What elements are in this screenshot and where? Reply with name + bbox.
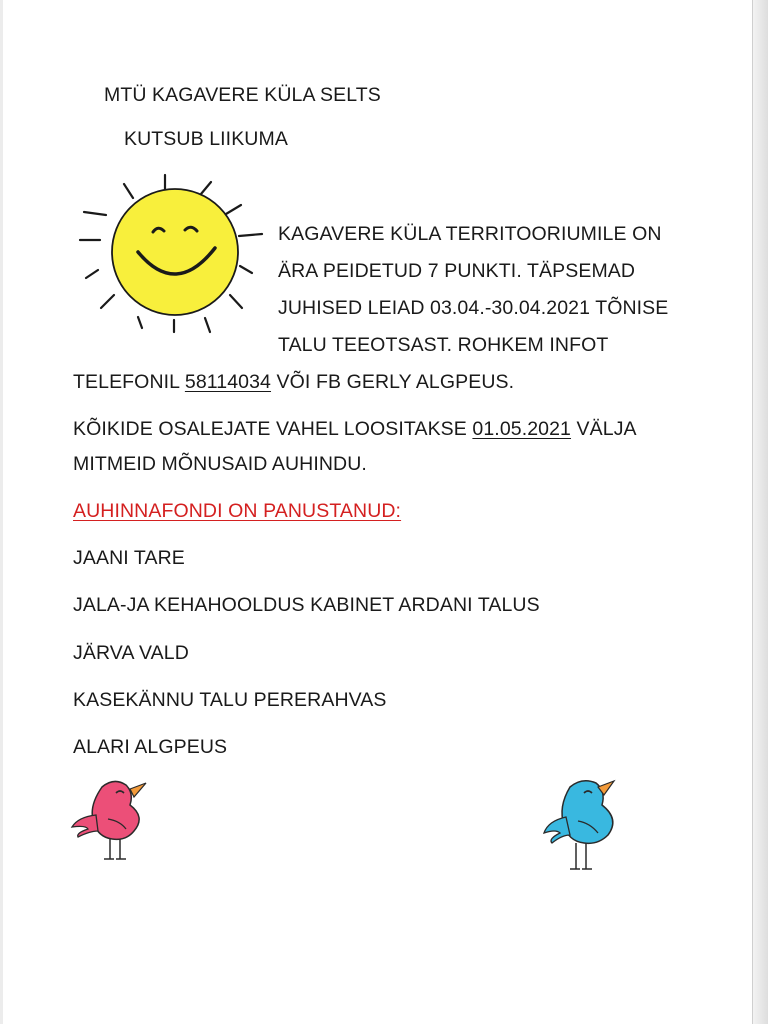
phone-number: 58114034 <box>184 371 272 393</box>
intro-line-1: KAGAVERE KÜLA TERRITOORIUMILE ON <box>278 223 662 245</box>
pink-bird-icon <box>68 775 158 865</box>
blue-bird-icon <box>540 775 630 875</box>
draw-text-end: VÄLJA <box>571 418 637 440</box>
intro-line-5 <box>73 370 514 394</box>
intro-line-2: ÄRA PEIDETUD 7 PUNKTI. TÄPSEMAD <box>278 260 636 282</box>
draw-line-2: MITMEID MÕNUSAID AUHINDU. <box>73 453 367 475</box>
facebook-contact: VÕI FB GERLY ALGPEUS. <box>271 371 515 393</box>
smiling-sun-icon <box>70 170 270 340</box>
draw-text: KÕIKIDE OSALEJATE VAHEL LOOSITAKSE <box>73 418 473 440</box>
phone-label: TELEFONIL <box>73 371 185 393</box>
sponsors-heading: AUHINNAFONDI ON PANUSTANUD: <box>73 500 402 522</box>
draw-date: 01.05.2021 <box>472 418 572 440</box>
page-left-edge <box>0 0 3 1024</box>
draw-line-1 <box>73 417 637 441</box>
sponsor-item: JAANI TARE <box>73 547 185 569</box>
subtitle: KUTSUB LIIKUMA <box>124 128 288 150</box>
sponsor-item: KASEKÄNNU TALU PERERAHVAS <box>73 689 387 711</box>
sponsor-item: JALA-JA KEHAHOOLDUS KABINET ARDANI TALUS <box>73 594 540 616</box>
sponsor-item: ALARI ALGPEUS <box>73 736 228 758</box>
sponsor-item: JÄRVA VALD <box>73 642 189 664</box>
intro-line-3: JUHISED LEIAD 03.04.-30.04.2021 TÕNISE <box>278 297 669 319</box>
intro-line-4: TALU TEEOTSAST. ROHKEM INFOT <box>278 334 609 356</box>
page-right-edge <box>752 0 768 1024</box>
organization-title: MTÜ KAGAVERE KÜLA SELTS <box>104 84 381 106</box>
